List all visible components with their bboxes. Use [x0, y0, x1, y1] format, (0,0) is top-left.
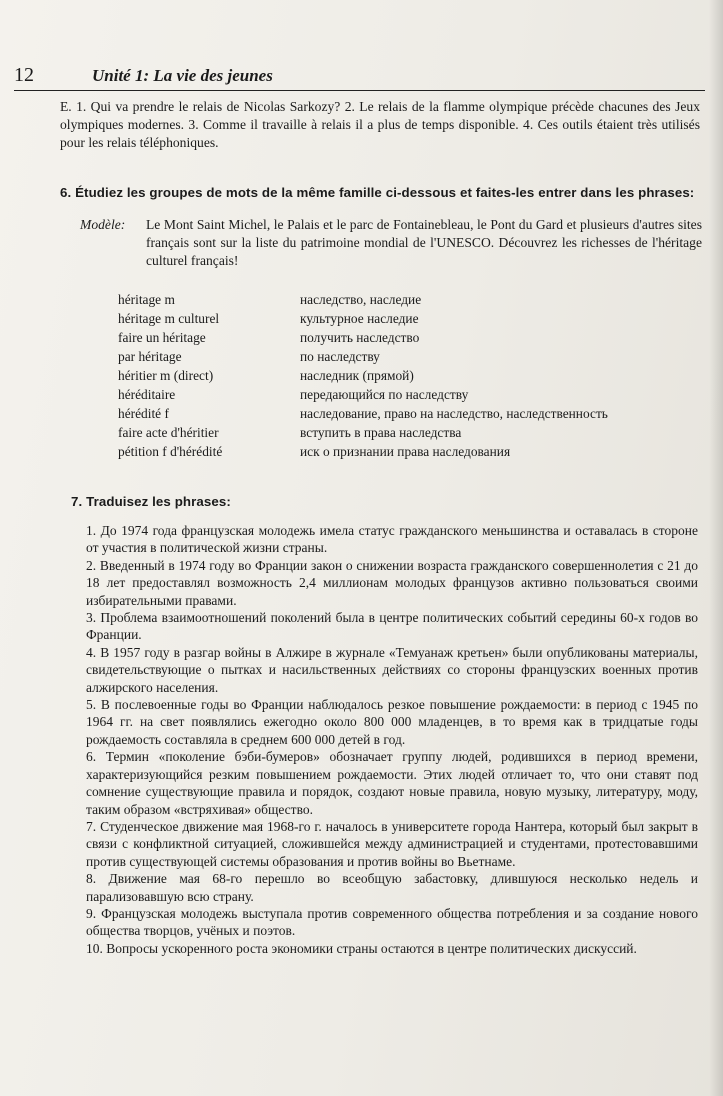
vocab-russian: по наследству — [300, 349, 380, 364]
translation-sentences — [86, 522, 698, 957]
sentence-item: 2. Введенный в 1974 году во Франции закон о снижении возраста гражданского совершеннолетия с 21 до 18 лет предоставлял возможность 2,4 миллионам молодых французов активно пользоваться своими избирательными правами. — [86, 557, 698, 608]
sentence-item: 3. Проблема взаимоотношений поколений была в центре политических событий середины 60-х годов во Франции. — [86, 610, 698, 643]
vocab-french: héritage m — [118, 292, 175, 307]
vocab-russian: иск о признании права наследования — [300, 444, 511, 459]
vocab-russian: культурное наследие — [300, 311, 419, 326]
sentence-item: 9. Французская молодежь выступала против современного общества потребления и за создание нового общества творцов, учёных и поэтов. — [86, 905, 698, 939]
vocab-french: héritier m (direct) — [118, 368, 214, 383]
answer-key-paragraph: E. 1. Qui va prendre le relais de Nicolas Sarkozy? 2. Le relais de la flamme olympique précède chacunes des Jeux olympiques modernes. 3. Comme il travaille à relais il a plus de temps disponible. 4. Ces outils étaient très utilisés pour les relais téléphoniques. — [60, 99, 700, 150]
sentence-item: 8. Движение мая 68-го перешло во всеобщую забастовку, длившуюся несколько недель и парализовавшую всю страну. — [86, 871, 698, 904]
vocab-russian: вступить в права наследства — [300, 425, 462, 440]
sentence-item: 1. До 1974 года французская молодежь имела статус гражданского меньшинства и оставалась в стороне от участия в политической жизни страны. — [86, 523, 698, 556]
page-edge-shadow — [709, 0, 723, 1096]
page-header — [14, 64, 705, 91]
sentence-item: 6. Термин «поколение бэби-бумеров» обозначает группу людей, родившихся в период времени, характеризующийся резким повышением рождаемости. Этих людей отличает то, что они ставят под сомнение существующие правила и порядок, создают новые правила, новую музыку, литературу, моду, таким образом «встряхивая» общество. — [86, 749, 698, 817]
model-example — [80, 216, 702, 270]
section-7-heading: 7. Traduisez les phrases: — [71, 494, 231, 509]
vocab-french: héritage m culturel — [118, 311, 220, 326]
vocab-russian: передающийся по наследству — [300, 387, 469, 402]
vocab-french: par héritage — [118, 349, 182, 364]
vocab-russian: получить наследство — [300, 330, 420, 345]
sentence-item: 7. Студенческое движение мая 1968-го г. началось в университете города Нантера, который был закрыт в связи с конфликтной ситуацией, сложившейся между администрацией и студентами, протестовавшими против существующей системы образования и против войны во Вьетнаме. — [86, 818, 698, 869]
vocab-french: héréditaire — [118, 387, 176, 402]
vocab-french: hérédité f — [118, 406, 169, 421]
sentence-item: 5. В послевоенные годы во Франции наблюдалось резкое повышение рождаемости: в период с 1945 по 1964 гг. на свет появлялись ежегодно около 800 000 младенцев, в то время как в тридцатые годы рождаемость составляла в среднем 600 000 детей в год. — [86, 697, 698, 747]
running-title: Unité 1: La vie des jeunes — [92, 66, 273, 85]
vocab-french: pétition f d'hérédité — [118, 444, 223, 459]
vocab-russian: наследование, право на наследство, наследственность — [300, 406, 608, 421]
section-6-heading: 6. Étudiez les groupes de mots de la même famille ci-dessous et faites-les entrer dans les phrases: — [60, 185, 695, 200]
vocab-russian: наследство, наследие — [300, 292, 422, 307]
page-number: 12 — [14, 64, 34, 86]
sentence-item: 4. В 1957 году в разгар войны в Алжире в журнале «Темуанаж кретьен» были опубликованы материалы, свидетельствующие о пытках и насильственных действиях со стороны французских военных против алжирского населения. — [86, 644, 698, 695]
model-text: Le Mont Saint Michel, le Palais et le parc de Fontainebleau, le Pont du Gard et plusieurs d'autres sites français sont sur la liste du patrimoine mondial de l'UNESCO. Découvrez les richesses de l'héritage culturel français! — [146, 217, 702, 268]
sentence-item: 10. Вопросы ускоренного роста экономики страны остаются в центре политических дискуссий. — [86, 940, 637, 956]
model-label: Modèle: — [80, 217, 126, 232]
vocab-russian: наследник (прямой) — [300, 368, 414, 383]
vocab-french: faire acte d'héritier — [118, 425, 219, 440]
vocab-french: faire un héritage — [118, 330, 206, 345]
